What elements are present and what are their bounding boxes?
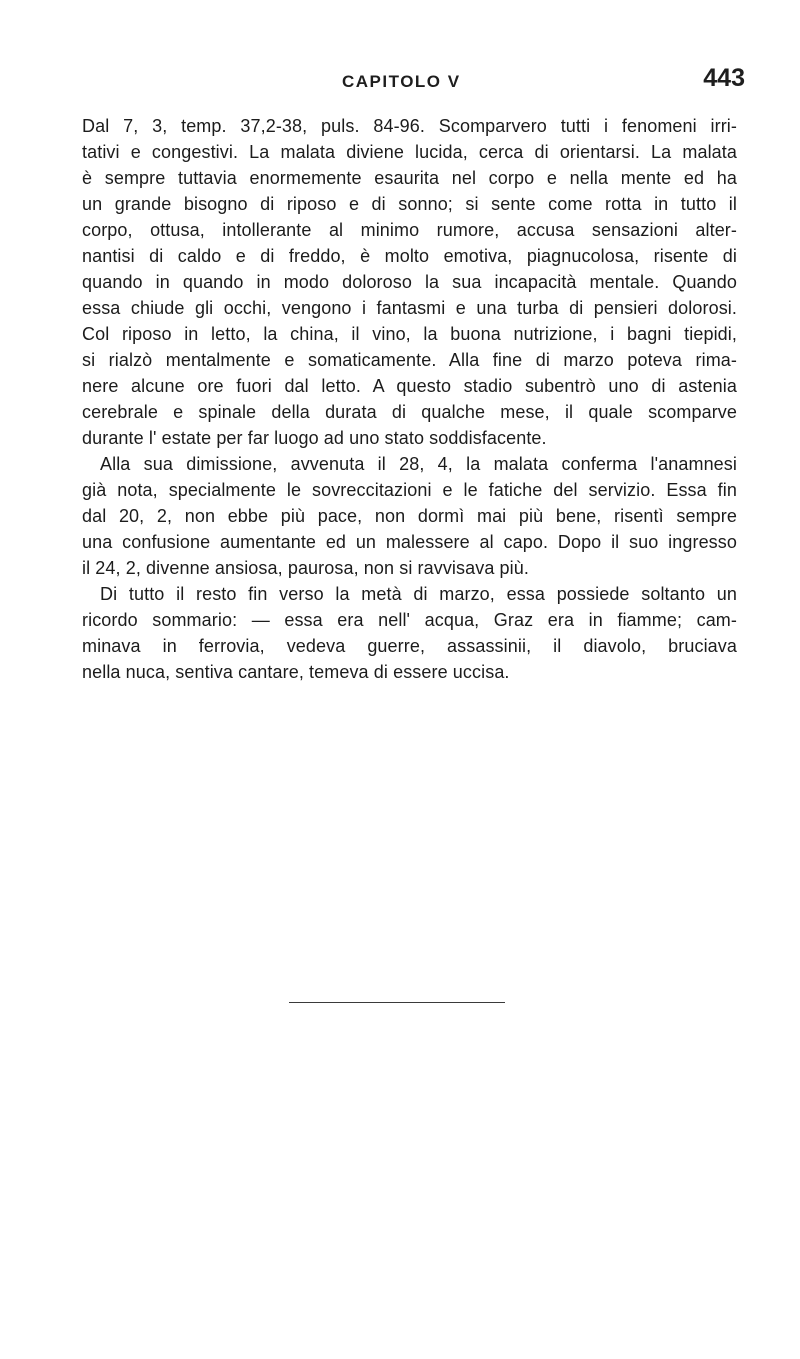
text-line: quando in quando in modo doloroso la sua incapacità mentale. Quando xyxy=(82,272,737,292)
page-number: 443 xyxy=(703,64,745,92)
text-line: ricordo sommario: — essa era nell' acqua, Graz era in fiamme; cam- xyxy=(82,610,737,630)
footnote-divider xyxy=(289,1002,505,1003)
text-line: il 24, 2, divenne ansiosa, paurosa, non si ravvisava più. xyxy=(82,558,529,578)
text-line: nantisi di caldo e di freddo, è molto emotiva, piagnucolosa, risente di xyxy=(82,246,737,266)
running-head xyxy=(80,66,745,96)
text-line: è sempre tuttavia enormemente esaurita nel corpo e nella mente ed ha xyxy=(82,168,737,188)
text-line: nella nuca, sentiva cantare, temeva di essere uccisa. xyxy=(82,662,510,682)
text-line: Di tutto il resto fin verso la metà di marzo, essa possiede soltanto un xyxy=(100,584,737,604)
text-line: essa chiude gli occhi, vengono i fantasmi e una turba di pensieri dolorosi. xyxy=(82,298,737,318)
text-line: durante l' estate per far luogo ad uno stato soddisfacente. xyxy=(82,428,547,448)
text-line: tativi e congestivi. La malata diviene lucida, cerca di orientarsi. La malata xyxy=(82,142,737,162)
text-line: nere alcune ore fuori dal letto. A questo stadio subentrò uno di astenia xyxy=(82,376,737,396)
text-line: dal 20, 2, non ebbe più pace, non dormì mai più bene, risentì sempre xyxy=(82,506,737,526)
body-text xyxy=(82,113,737,685)
text-line: un grande bisogno di riposo e di sonno; si sente come rotta in tutto il xyxy=(82,194,737,214)
text-line: minava in ferrovia, vedeva guerre, assassinii, il diavolo, bruciava xyxy=(82,636,737,656)
text-line: Alla sua dimissione, avvenuta il 28, 4, la malata conferma l'anamnesi xyxy=(100,454,737,474)
text-line: Dal 7, 3, temp. 37,2-38, puls. 84-96. Scomparvero tutti i fenomeni irri- xyxy=(82,116,737,136)
text-line: si rialzò mentalmente e somaticamente. Alla fine di marzo poteva rima- xyxy=(82,350,737,370)
text-line: già nota, specialmente le sovreccitazioni e le fatiche del servizio. Essa fin xyxy=(82,480,737,500)
text-line: Col riposo in letto, la china, il vino, la buona nutrizione, i bagni tiepidi, xyxy=(82,324,737,344)
text-line: corpo, ottusa, intollerante al minimo rumore, accusa sensazioni alter- xyxy=(82,220,737,240)
text-line: una confusione aumentante ed un malessere al capo. Dopo il suo ingresso xyxy=(82,532,737,552)
text-line: cerebrale e spinale della durata di qualche mese, il quale scomparve xyxy=(82,402,737,422)
chapter-title: CAPITOLO V xyxy=(342,72,461,91)
